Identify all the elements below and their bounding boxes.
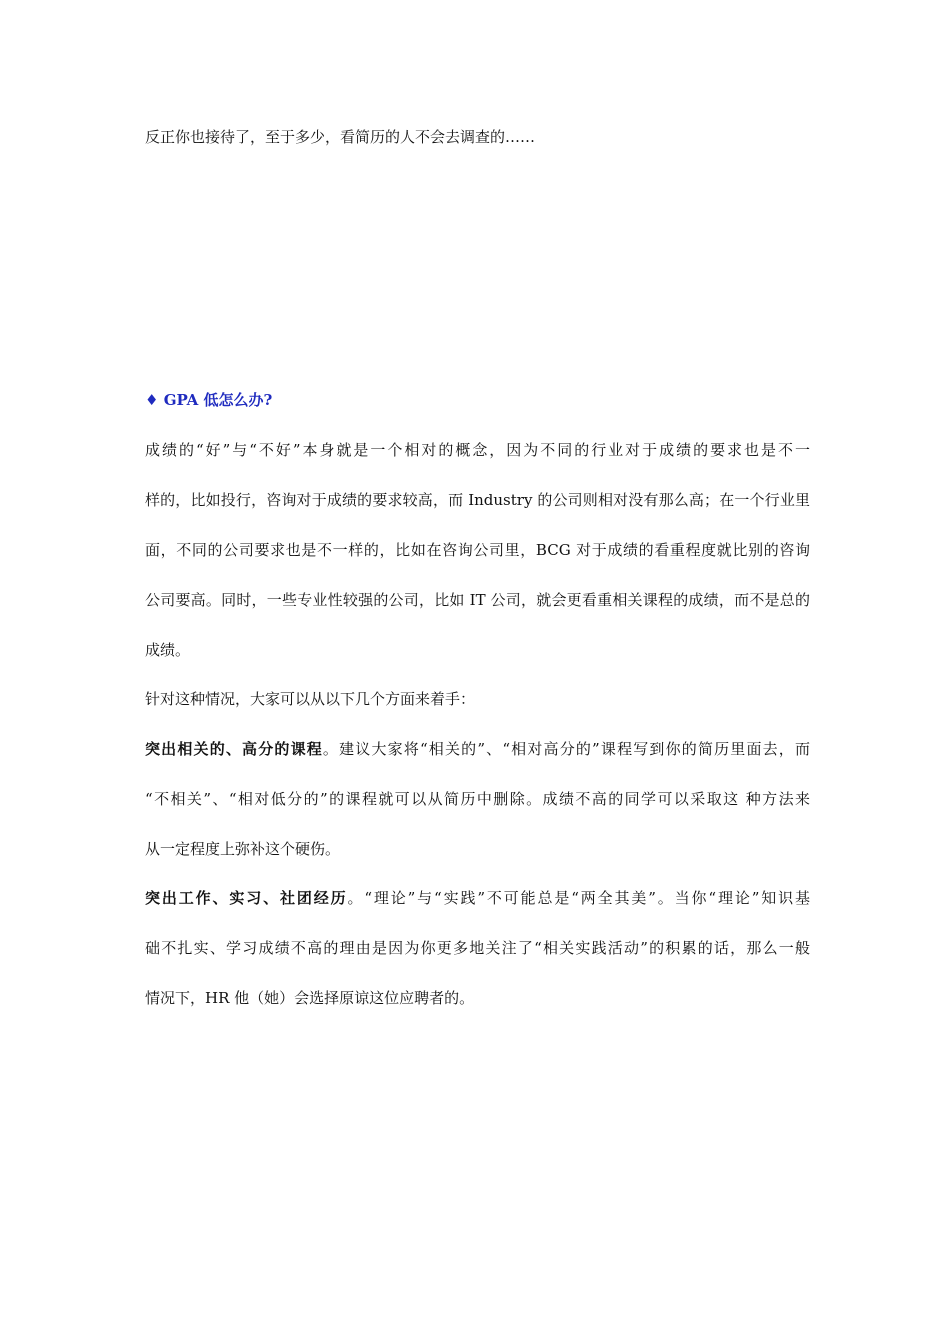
point-1-line (145, 739, 810, 759)
diamond-bullet-icon: ♦ (145, 391, 159, 409)
paragraph-line: 成绩。 (145, 641, 191, 659)
paragraph-line: 样的，比如投行，咨询对于成绩的要求较高，而 Industry 的公司则相对没有那么高；在一个行业里 (145, 491, 810, 509)
point-1-line: “不相关”、“相对低分的”的课程就可以从简历中删除。成绩不高的同学可以采取这 种方法来 (145, 790, 810, 808)
point-2-line (145, 888, 810, 908)
paragraph-line: 面，不同的公司要求也是不一样的，比如在咨询公司里，BCG 对于成绩的看重程度就比别的咨询 (145, 541, 810, 559)
point-2-rest: 。“理论”与“实践”不可能总是“两全其美”。当你“理论”知识基 (347, 889, 810, 907)
point-1-bold: 突出相关的、高分的课程 (145, 740, 323, 758)
paragraph-line: 针对这种情况，大家可以从以下几个方面来着手： (145, 690, 476, 708)
paragraph-line: 公司要高。同时，一些专业性较强的公司，比如 IT 公司，就会更看重相关课程的成绩，而不是总的 (145, 591, 810, 609)
section-heading (145, 390, 810, 410)
point-2-bold: 突出工作、实习、社团经历 (145, 889, 348, 907)
paragraph-line: 成绩的“好”与“不好”本身就是一个相对的概念，因为不同的行业对于成绩的要求也是不一 (145, 441, 810, 459)
point-1-rest: 。建议大家将“相关的”、“相对高分的”课程写到你的简历里面去，而 (322, 740, 810, 758)
point-1-line: 从一定程度上弥补这个硬伤。 (145, 840, 341, 858)
section-heading-text: GPA 低怎么办? (163, 391, 273, 409)
intro-line: 反正你也接待了，至于多少，看简历的人不会去调查的…… (145, 128, 536, 146)
point-2-line: 情况下，HR 他（她）会选择原谅这位应聘者的。 (145, 989, 475, 1007)
point-2-line: 础不扎实、学习成绩不高的理由是因为你更多地关注了“相关实践活动”的积累的话，那么一般 (145, 939, 810, 957)
